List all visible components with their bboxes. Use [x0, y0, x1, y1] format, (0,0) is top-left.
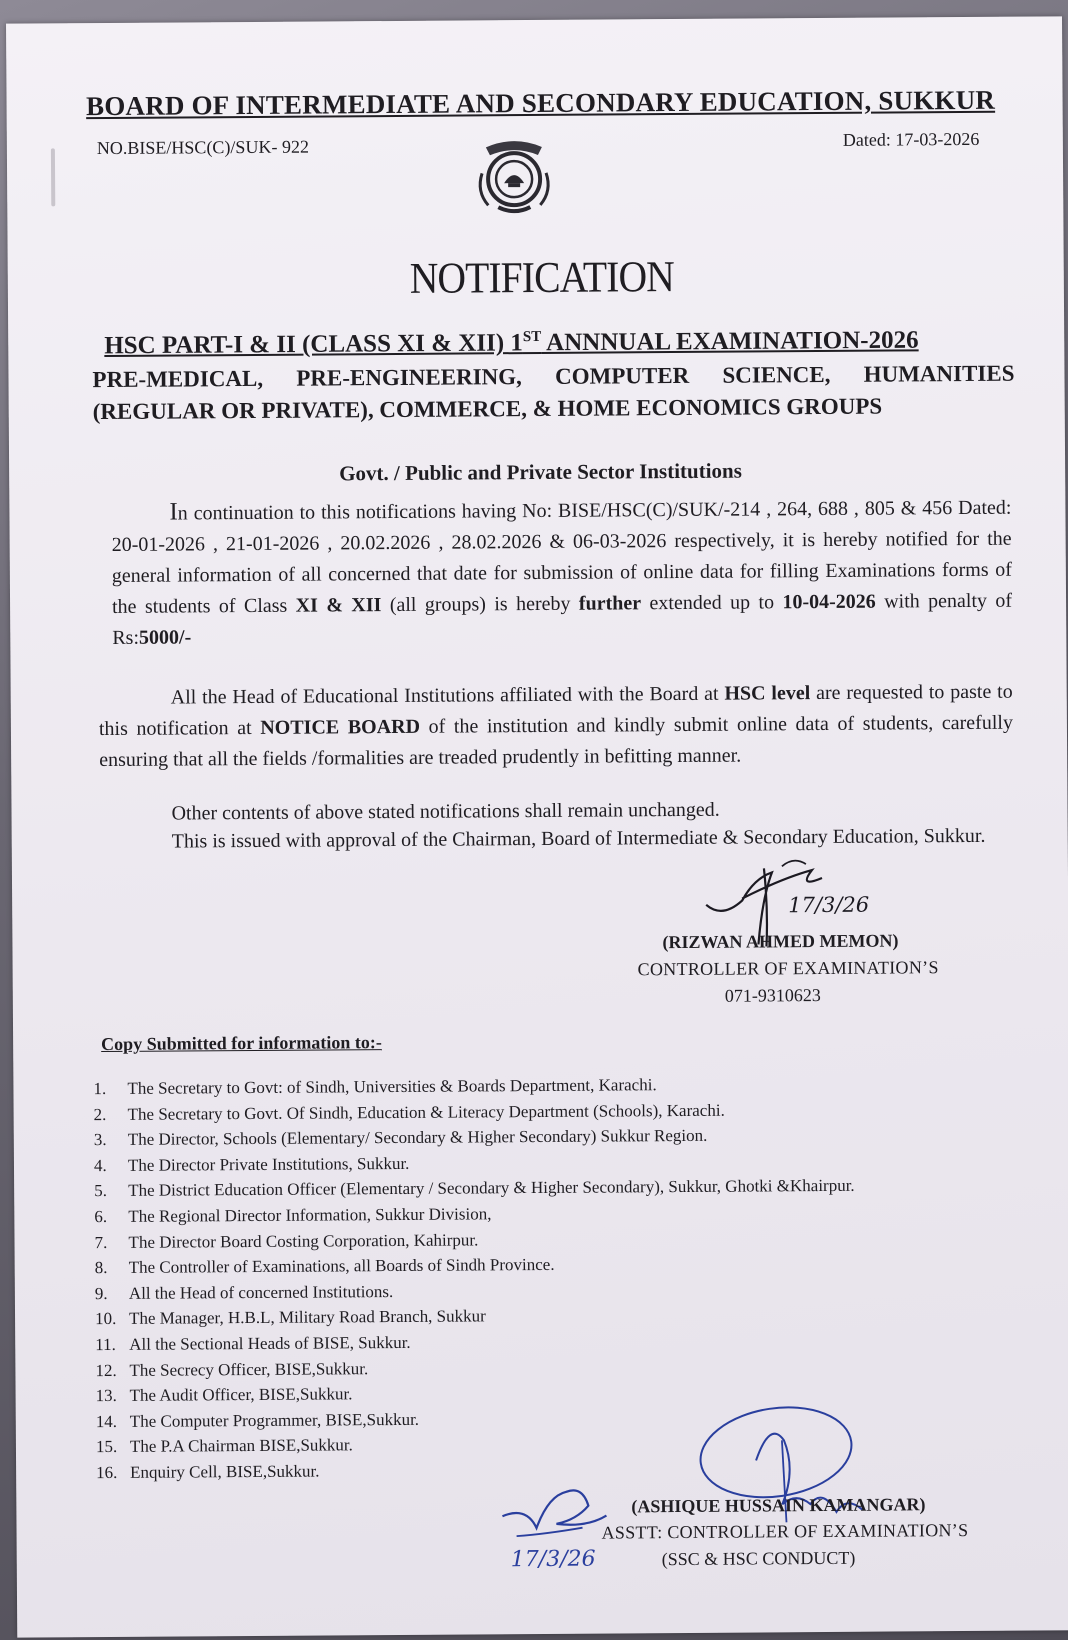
list-item-text: The Director Private Institutions, Sukkur. [127, 1153, 410, 1175]
list-item-number: 4. [93, 1155, 107, 1175]
list-item-text: The Secretary to Govt. Of Sindh, Education & Literacy Department (Schools), Karachi. [127, 1100, 725, 1124]
groups-line-2: (REGULAR OR PRIVATE), COMMERCE, & HOME ECONOMICS GROUPS [92, 393, 883, 425]
list-item-number: 12. [95, 1360, 117, 1380]
list-item-number: 3. [93, 1130, 107, 1150]
paragraph-approval: This is issued with approval of the Chairman, Board of Intermediate & Secondary Education, Sukkur. [171, 824, 986, 853]
paragraph-text: with penalty of Rs: [112, 589, 1013, 649]
paragraph-text: of the institution and kindly submit online data of students, carefully ensuring that all the fields /formalities are treaded prudently in befitting manner. [99, 711, 1013, 772]
paragraph-text: (all groups) is hereby [381, 592, 579, 617]
reference-number: NO.BISE/HSC(C)/SUK- 922 [96, 136, 309, 159]
paragraph-instructions [99, 677, 1014, 776]
exam-heading-text: HSC PART-I & II (CLASS XI & XII) 1 [104, 329, 523, 360]
list-item-text: Enquiry Cell, BISE,Sukkur. [130, 1461, 320, 1482]
asst-controller-subtitle: (SSC & HSC CONDUCT) [661, 1547, 856, 1570]
paragraph-extension [111, 491, 1012, 654]
exam-heading-text-end: ANNNUAL EXAMINATION-2026 [541, 326, 919, 357]
initials-date: 17/3/26 [510, 1546, 596, 1573]
list-item-text: All the Head of concerned Institutions. [128, 1281, 394, 1303]
notification-paper [6, 16, 1068, 1637]
controller-signature-date: 17/3/26 [788, 892, 870, 918]
paragraph-unchanged: Other contents of above stated notifications shall remain unchanged. [171, 798, 720, 825]
groups-line-1: PRE-MEDICAL, PRE-ENGINEERING, COMPUTER SCIENCE, HUMANITIES [92, 360, 1015, 393]
penalty-amount: 5000/- [138, 626, 192, 649]
paragraph-text: All the Head of Educational Institutions affiliated with the Board at [170, 682, 725, 709]
controller-phone: 071-9310623 [724, 985, 821, 1006]
paragraph-text: extended up to [641, 591, 783, 615]
list-item-number: 8. [94, 1258, 108, 1278]
list-item-text: The District Education Officer (Elementary / Secondary & Higher Secondary), Sukkur, Ghotki &Khairpur. [128, 1176, 855, 1201]
class-emphasis: XI & XII [295, 594, 382, 617]
list-item-number: 6. [94, 1206, 108, 1227]
list-item-number: 1. [93, 1079, 107, 1099]
hsc-level-emphasis: HSC level [724, 682, 811, 705]
asst-controller-title: ASSTT: CONTROLLER OF EXAMINATION’S [601, 1520, 969, 1543]
list-item-number: 5. [94, 1181, 107, 1201]
list-item-number: 2. [93, 1104, 107, 1124]
list-item-text: The Director, Schools (Elementary/ Secondary & Higher Secondary) Sukkur Region. [127, 1126, 708, 1150]
list-item-text: The Secrecy Officer, BISE,Sukkur. [129, 1358, 369, 1380]
dropcap-initial: I [169, 498, 178, 526]
list-item [94, 1173, 855, 1204]
list-item-text: The P.A Chairman BISE,Sukkur. [129, 1435, 353, 1457]
exam-heading-superscript: ST [522, 328, 542, 346]
paragraph-text: are requested to paste to this notification at [98, 680, 1013, 741]
sector-subheading: Govt. / Public and Private Sector Institutions [339, 458, 742, 486]
exam-heading [104, 326, 919, 360]
copy-list-title: Copy Submitted for information to:- [101, 1032, 382, 1055]
deadline-date: 10-04-2026 [782, 590, 876, 614]
list-item-text: All the Sectional Heads of BISE, Sukkur. [129, 1332, 411, 1354]
list-item-text: The Manager, H.B.L, Military Road Branch, Sukkur [128, 1306, 486, 1329]
list-item-number: 16. [96, 1462, 118, 1482]
notification-heading: NOTIFICATION [409, 252, 675, 303]
list-item-number: 14. [95, 1411, 118, 1431]
board-title: BOARD OF INTERMEDIATE AND SECONDARY EDUCATION, SUKKUR [85, 84, 996, 122]
list-item-text: The Director Board Costing Corporation, Kahirpur. [128, 1229, 479, 1252]
board-seal-icon [472, 133, 557, 218]
asst-controller-name: (ASHIQUE HUSSAIN KAMANGAR) [631, 1494, 926, 1517]
controller-name: (RIZWAN AHMED MEMON) [662, 930, 899, 953]
list-item-text: The Regional Director Information, Sukkur Division, [128, 1204, 492, 1226]
list-item-text: The Controller of Examinations, all Boards of Sindh Province. [128, 1255, 555, 1278]
list-item-text: The Audit Officer, BISE,Sukkur. [129, 1384, 353, 1405]
list-item-number: 13. [95, 1386, 117, 1406]
list-item-number: 15. [95, 1437, 118, 1457]
issue-date: Dated: 17-03-2026 [842, 128, 980, 150]
further-emphasis: further [578, 592, 642, 615]
list-item-number: 11. [95, 1334, 116, 1355]
notice-board-emphasis: NOTICE BOARD [260, 715, 421, 739]
list-item-text: The Secretary to Govt: of Sindh, Universities & Boards Department, Karachi. [127, 1075, 657, 1098]
list-item-number: 10. [94, 1309, 117, 1329]
list-item-number: 7. [94, 1232, 108, 1252]
controller-title: CONTROLLER OF EXAMINATION’S [637, 957, 939, 980]
list-item-text: The Computer Programmer, BISE,Sukkur. [129, 1409, 420, 1431]
list-item-number: 9. [94, 1283, 108, 1303]
paper-crease [51, 148, 55, 206]
paragraph-text: n continuation to this notifications having No: BISE/HSC(C)/SUK/-214 , 264, 688 , 805 & 456 Dated: 20-01-2026 , 21-01-2026 , 20.02.2026 , 28.02.2026 & 06-03-2026 respectively, it is hereby notified for the general information of all concerned that date for submission of online data for filling Examinations forms of the students of Class [111, 496, 1012, 618]
